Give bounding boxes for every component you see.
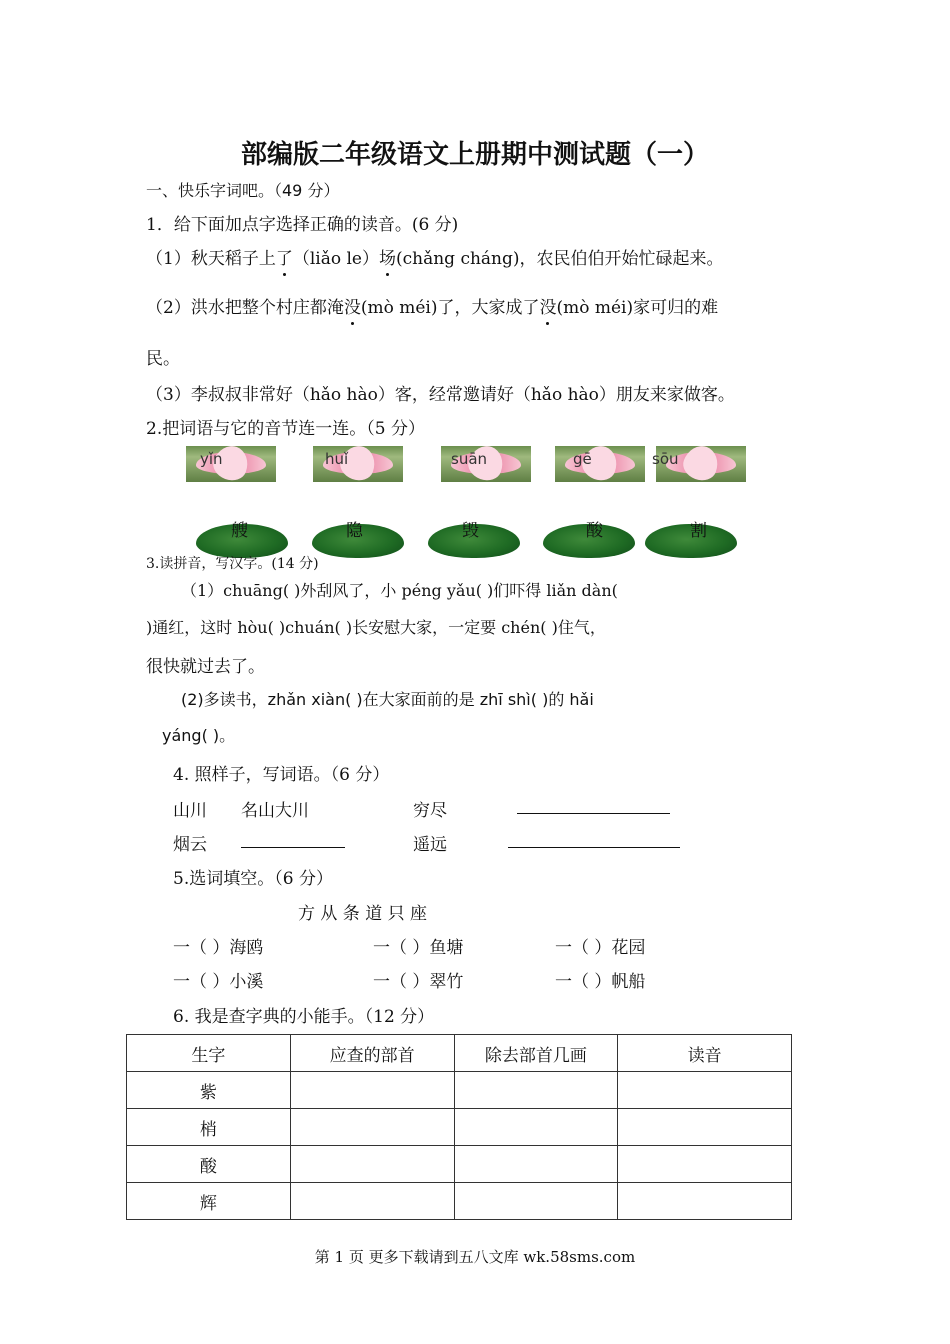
lotus-flower-card [652, 446, 746, 482]
q5-blank: 一（ ）翠竹 [373, 972, 464, 992]
q5-blank: 一（ ）小溪 [173, 972, 264, 992]
table-cell[interactable] [290, 1146, 454, 1183]
lotus-flower-card [441, 446, 531, 482]
lotus-flower-card [313, 446, 403, 482]
leaf-char: 割 [690, 521, 707, 541]
q3-p1-line3: 很快就过去了。 [146, 657, 265, 677]
q1-line2-cont: 民。 [146, 349, 180, 369]
table-char: 紫 [127, 1072, 291, 1109]
q5-options: 方 从 条 道 只 座 [298, 904, 428, 924]
table-cell[interactable] [454, 1072, 618, 1109]
leaf-char: 酸 [586, 521, 603, 541]
table-char: 酸 [127, 1146, 291, 1183]
q5-blank: 一（ ）花园 [555, 938, 646, 958]
q5-blank: 一（ ）帆船 [555, 972, 646, 992]
q1-line1: （1）秋天稻子上了（liǎo le）场(chǎng cháng)，农民伯伯开始忙碌起来。 [146, 244, 724, 269]
q3-p2-line2: yáng( )。 [162, 726, 236, 745]
pinyin-label: gē [573, 450, 592, 468]
answer-line[interactable] [508, 847, 680, 848]
table-cell[interactable] [454, 1146, 618, 1183]
pinyin-label: huǐ [325, 450, 349, 468]
page-footer: 第 1 页 更多下载请到五八文库 wk.58sms.com [314, 1248, 636, 1266]
table-row [127, 1183, 792, 1220]
pinyin-label: suān [451, 450, 488, 468]
lotus-flower-card [555, 446, 645, 482]
table-cell[interactable] [290, 1183, 454, 1220]
q1-title: 1．给下面加点字选择正确的读音。(6 分) [146, 215, 459, 235]
q5-blank: 一（ ）海鸥 [173, 938, 264, 958]
q1-line3: （3）李叔叔非常好（hǎo hào）客，经常邀请好（hǎo hào）朋友来家做客。 [146, 385, 735, 405]
q4-title: 4. 照样子，写词语。（6 分） [173, 765, 390, 785]
q4-example-answer: 名山大川 [241, 801, 309, 821]
table-row [127, 1072, 792, 1109]
answer-line[interactable] [517, 813, 670, 814]
leaf-char: 毁 [462, 521, 479, 541]
table-cell[interactable] [290, 1109, 454, 1146]
table-cell[interactable] [454, 1109, 618, 1146]
dotted-char: 没 [344, 293, 361, 318]
table-header-row [127, 1035, 792, 1072]
q4-example-word: 山川 [173, 801, 207, 821]
leaf-char: 艘 [231, 521, 248, 541]
table-header: 读音 [618, 1035, 792, 1072]
table-cell[interactable] [290, 1072, 454, 1109]
q3-p1-line2: )通红，这时 hòu( )chuán( )长安慰大家，一定要 chén( )住气， [146, 618, 606, 637]
dictionary-table [126, 1034, 792, 1220]
dotted-char: 没 [539, 293, 556, 318]
q6-title: 6. 我是查字典的小能手。（12 分） [173, 1007, 435, 1027]
table-row [127, 1109, 792, 1146]
q5-blank: 一（ ）鱼塘 [373, 938, 464, 958]
dotted-char: 场 [379, 244, 396, 269]
dotted-char: 了 [276, 244, 293, 269]
answer-line[interactable] [241, 847, 345, 848]
table-cell[interactable] [618, 1146, 792, 1183]
section-heading: 一、快乐字词吧。（49 分） [146, 181, 340, 200]
q5-title: 5.选词填空。（6 分） [173, 869, 333, 889]
pinyin-label: sōu [652, 450, 679, 468]
q4-word: 遥远 [413, 835, 447, 855]
lotus-flower-card [186, 446, 276, 482]
table-cell[interactable] [454, 1183, 618, 1220]
table-cell[interactable] [618, 1183, 792, 1220]
table-char: 辉 [127, 1183, 291, 1220]
table-header: 生字 [127, 1035, 291, 1072]
table-char: 梢 [127, 1109, 291, 1146]
leaf-char: 隐 [346, 521, 363, 541]
table-header: 应查的部首 [290, 1035, 454, 1072]
table-cell[interactable] [618, 1072, 792, 1109]
q2-title: 2.把词语与它的音节连一连。（5 分） [146, 419, 425, 439]
table-row [127, 1146, 792, 1183]
q3-title: 3.读拼音，写汉字。(14 分) [146, 556, 319, 572]
q1-line2: （2）洪水把整个村庄都淹没(mò méi)了，大家成了没(mò méi)家可归的难 [146, 293, 718, 318]
table-cell[interactable] [618, 1109, 792, 1146]
table-header: 除去部首几画 [454, 1035, 618, 1072]
q3-p1-line1: （1）chuāng( )外刮风了，小 péng yǎu( )们吓得 liǎn dàn( [181, 581, 618, 600]
page-title: 部编版二年级语文上册期中测试题（一） [240, 140, 709, 170]
q4-word: 烟云 [173, 835, 207, 855]
q4-word: 穷尽 [413, 801, 447, 821]
q3-p2-line1: (2)多读书，zhǎn xiàn( )在大家面前的是 zhī shì( )的 hǎi [181, 690, 594, 709]
pinyin-label: yǐn [200, 450, 223, 468]
